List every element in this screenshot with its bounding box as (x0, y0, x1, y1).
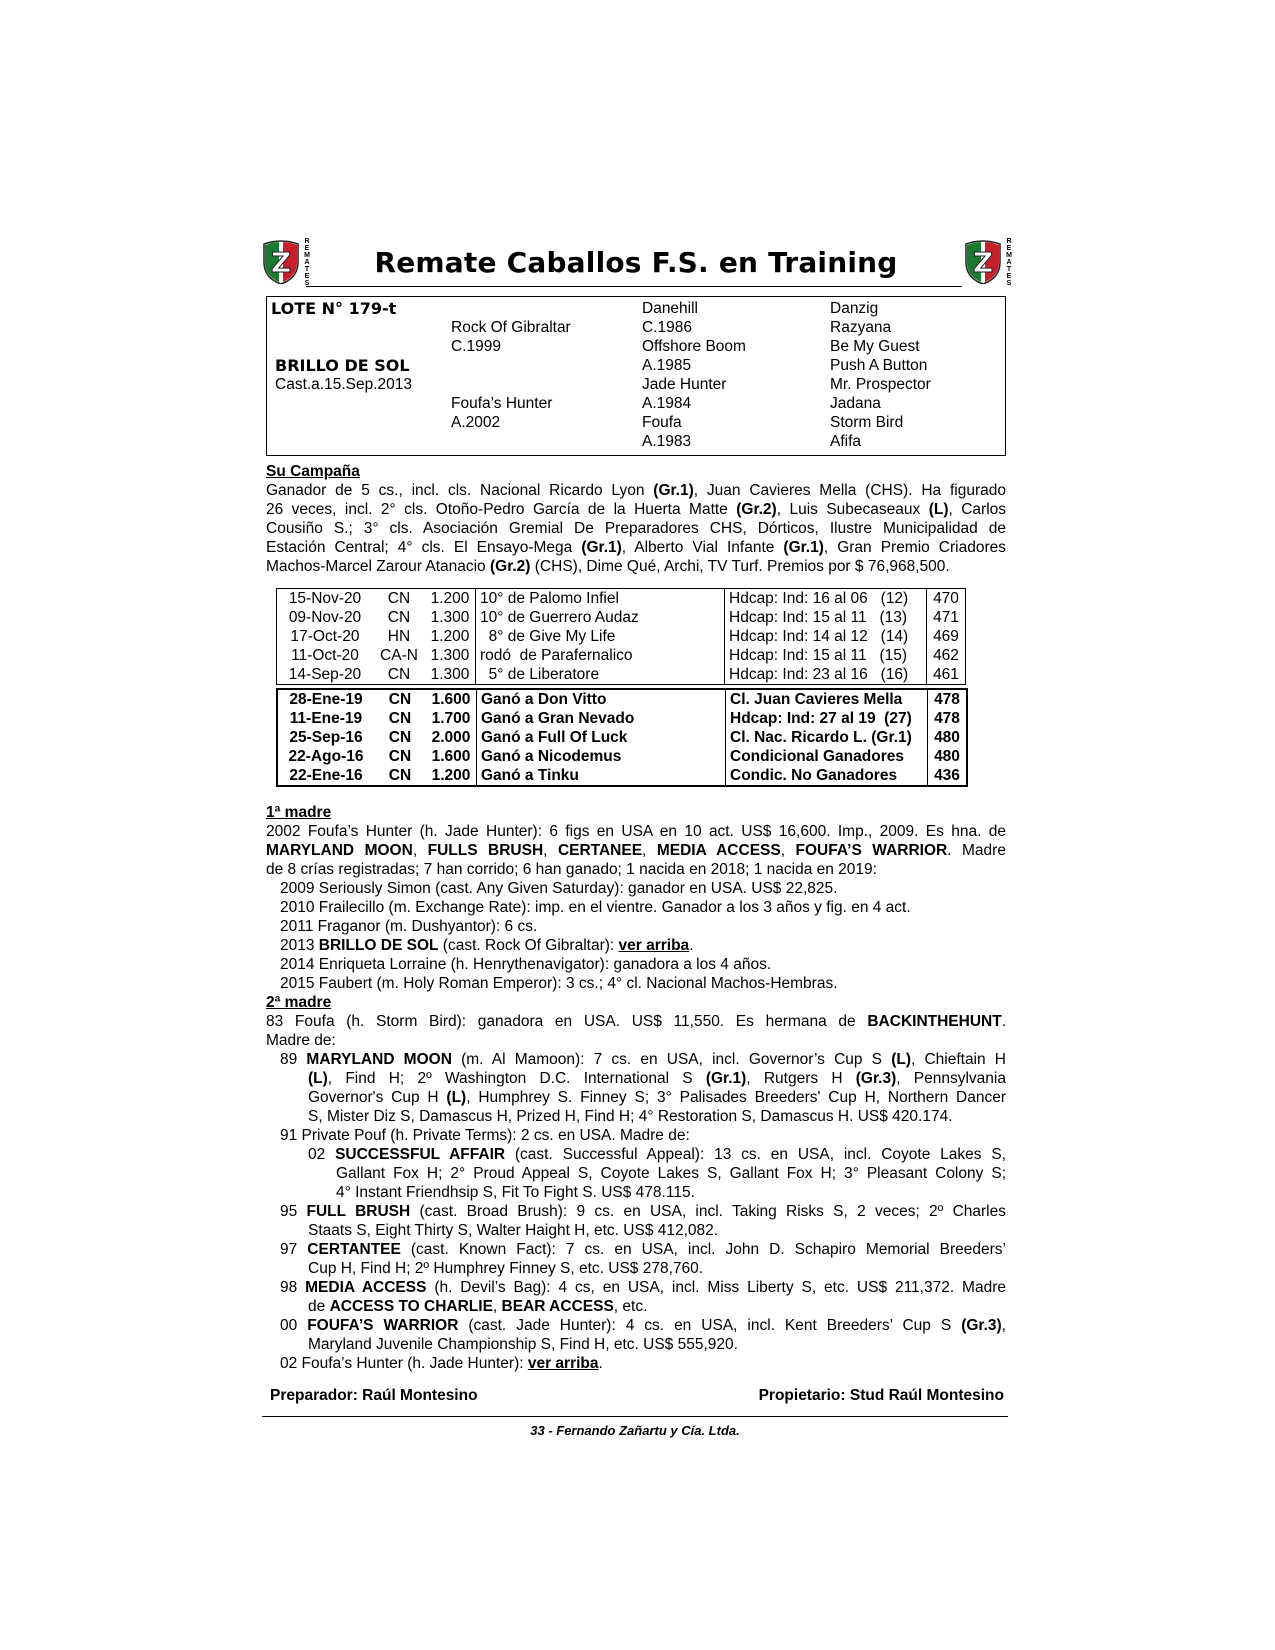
race-row (277, 589, 966, 609)
pedigree-col3: A.1985 (642, 357, 692, 374)
pedigree-col4: Push A Button (830, 357, 928, 374)
race-track: CN (387, 665, 411, 683)
second-dam-line: Madre de: (266, 1032, 336, 1049)
pedigree-col4: Afifa (830, 433, 862, 450)
race-type: Hdcap: Ind: 16 al 06 (12) (725, 589, 927, 609)
race-row (277, 646, 966, 665)
race-distance: 1.200 (426, 766, 477, 786)
race-distance: 1.300 (425, 665, 476, 685)
race-result: 10° de Guerrero Audaz (476, 608, 725, 627)
second-dam-line: 83 Foufa (h. Storm Bird): ganadora en USA. US$ 11,550. Es hermana de BACKINTHEHUNT. (266, 1013, 1006, 1030)
offspring-item: 2015 Faubert (m. Holy Roman Emperor): 3 cs.; 4° cl. Nacional Machos-Hembras. (280, 975, 838, 992)
race-date: 09-Nov-20 (288, 608, 362, 626)
pedigree-col4: Danzig (830, 300, 879, 317)
progeny-line: 00 FOUFA’S WARRIOR (cast. Jade Hunter): 4 cs. en USA, incl. Kent Breeders’ Cup S (Gr.3), (280, 1317, 1006, 1334)
dam-info: A.2002 (451, 414, 501, 431)
pedigree-col4: Razyana (830, 319, 892, 336)
race-result: Ganó a Don Vitto (477, 689, 726, 709)
race-weight: 480 (928, 747, 968, 766)
race-row (277, 747, 967, 766)
race-row (277, 766, 967, 786)
pedigree-col3: A.1983 (642, 433, 692, 450)
pedigree-col4: Jadana (830, 395, 881, 412)
race-type: Cl. Juan Cavieres Mella (726, 689, 928, 709)
offspring-item: 2014 Enriqueta Lorraine (h. Henrythenavigator): ganadora a los 4 años. (280, 956, 772, 973)
pedigree-col3: Offshore Boom (642, 338, 746, 355)
horse-name: BRILLO DE SOL (275, 356, 410, 375)
first-dam-line: MARYLAND MOON, FULLS BRUSH, CERTANEE, MEDIA ACCESS, FOUFA’S WARRIOR. Madre (266, 842, 1006, 859)
race-date: 14-Sep-20 (288, 665, 362, 683)
race-weight: 470 (927, 589, 966, 609)
campaign-line: Cousiño S.; 3° cls. Asociación Gremial De Preparadores CHS, Dórticos, Ilustre Municipalidad de (266, 520, 1006, 537)
race-result: 5° de Liberatore (476, 665, 725, 685)
progeny-line: S, Mister Diz S, Damascus H, Prized H, Find H; 4° Restoration S, Damascus H. US$ 420.174. (308, 1108, 953, 1125)
progeny-line: (L), Find H; 2º Washington D.C. International S (Gr.1), Rutgers H (Gr.3), Pennsylvania (308, 1070, 1006, 1087)
race-weight: 480 (928, 728, 968, 747)
progeny-line: 4° Instant Friendhsip S, Fit To Fight S. US$ 478.115. (336, 1184, 695, 1201)
race-type: Hdcap: Ind: 14 al 12 (14) (725, 627, 927, 646)
race-distance: 2.000 (426, 728, 477, 747)
campaign-line: Estación Central; 4° cls. El Ensayo-Mega (Gr.1), Alberto Vial Infante (Gr.1), Gran Premio Criadores (266, 539, 1006, 556)
pedigree-col4: Storm Bird (830, 414, 904, 431)
race-date: 11-Ene-19 (289, 709, 363, 727)
progeny-line: 97 CERTANTEE (cast. Known Fact): 7 cs. en USA, incl. John D. Schapiro Memorial Breeders’ (280, 1241, 1006, 1258)
race-track: CN (388, 747, 412, 765)
first-dam-heading: 1ª madre (266, 804, 332, 821)
race-date: 15-Nov-20 (288, 589, 362, 607)
race-row (277, 709, 967, 728)
race-track: CN (388, 690, 412, 708)
pedigree-col3: A.1984 (642, 395, 692, 412)
race-row (277, 665, 966, 685)
progeny-line: Governor's Cup H (L), Humphrey S. Finney S; 3° Palisades Breeders' Cup H, Northern Dancer (308, 1089, 1006, 1106)
page-footer: 33 - Fernando Zañartu y Cía. Ltda. (530, 1423, 740, 1438)
ver-arriba-link: ver arriba (527, 1355, 599, 1372)
race-row (277, 689, 967, 709)
title-rule (306, 286, 962, 287)
offspring-item: 2010 Frailecillo (m. Exchange Rate): imp. en el vientre. Ganador a los 3 años y fig. en 4 act. (280, 899, 911, 916)
race-distance: 1.300 (425, 608, 476, 627)
sire-info: C.1999 (451, 338, 501, 355)
race-track: CN (387, 608, 411, 626)
pedigree-box (266, 296, 1006, 456)
race-weight: 469 (927, 627, 966, 646)
offspring-item: 2009 Seriously Simon (cast. Any Given Saturday): ganador en USA. US$ 22,825. (280, 880, 838, 897)
race-row (277, 627, 966, 646)
pedigree-col4: Be My Guest (830, 338, 920, 355)
svg-text:Z: Z (972, 246, 994, 279)
race-type: Hdcap: Ind: 27 al 19 (27) (726, 709, 928, 728)
race-result: Ganó a Gran Nevado (477, 709, 726, 728)
progeny-line: 95 FULL BRUSH (cast. Broad Brush): 9 cs. en USA, incl. Taking Risks S, 2 veces; 2º Charles (280, 1203, 1006, 1220)
campaign-line: Machos-Marcel Zarour Atanacio (Gr.2) (CHS), Dime Qué, Archi, TV Turf. Premios por $ 76,968,500. (266, 558, 950, 575)
race-date: 11-Oct-20 (291, 646, 359, 664)
race-result: Ganó a Full Of Luck (477, 728, 726, 747)
progeny-line: de ACCESS TO CHARLIE, BEAR ACCESS, etc. (308, 1298, 648, 1315)
race-weight: 462 (927, 646, 966, 665)
race-distance: 1.300 (425, 646, 476, 665)
sire-name: Rock Of Gibraltar (451, 319, 571, 336)
race-type: Condic. No Ganadores (726, 766, 928, 786)
progeny-line: 02 Foufa’s Hunter (h. Jade Hunter): ver arriba. (280, 1355, 603, 1372)
lot-number: LOTE N° 179-t (271, 299, 397, 318)
race-weight: 436 (928, 766, 968, 786)
progeny-line: Cup H, Find H; 2º Humphrey Finney S, etc. US$ 278,760. (308, 1260, 704, 1277)
logo-side-text: R E M A T E S (1006, 238, 1012, 287)
page-title: Remate Caballos F.S. en Training (374, 246, 898, 279)
race-date: 28-Ene-19 (289, 690, 363, 708)
pedigree-col3: Jade Hunter (642, 376, 727, 393)
race-distance: 1.200 (425, 589, 476, 609)
race-date: 22-Ago-16 (288, 747, 364, 765)
owner-label: Propietario: Stud Raúl Montesino (758, 1387, 1004, 1404)
pedigree-col4: Mr. Prospector (830, 376, 931, 393)
offspring-item: 2011 Fraganor (m. Dushyantor): 6 cs. (280, 918, 538, 935)
race-date: 22-Ene-16 (289, 766, 363, 784)
pedigree-col3: C.1986 (642, 319, 692, 336)
race-weight: 471 (927, 608, 966, 627)
recent-races-table (276, 588, 966, 685)
race-distance: 1.200 (425, 627, 476, 646)
race-result: Ganó a Nicodemus (477, 747, 726, 766)
race-weight: 461 (927, 665, 966, 685)
progeny-line: 98 MEDIA ACCESS (h. Devil’s Bag): 4 cs, en USA, incl. Miss Liberty S, etc. US$ 211,372. Madre (280, 1279, 1006, 1296)
race-type: Condicional Ganadores (726, 747, 928, 766)
first-dam-line: de 8 crías registradas; 7 han corrido; 6 han ganado; 1 nacida en 2018; 1 nacida en 2019: (266, 861, 877, 878)
svg-text:Z: Z (270, 246, 292, 279)
pedigree-col3: Danehill (642, 300, 699, 317)
race-distance: 1.600 (426, 689, 477, 709)
trainer-label: Preparador: Raúl Montesino (270, 1387, 478, 1404)
progeny-line: 89 MARYLAND MOON (m. Al Mamoon): 7 cs. en USA, incl. Governor’s Cup S (L), Chieftain H (280, 1051, 1006, 1068)
race-date: 17-Oct-20 (290, 627, 360, 645)
race-result: 8° de Give My Life (476, 627, 725, 646)
race-track: CN (388, 728, 412, 746)
race-track: HN (387, 627, 411, 645)
footer-rule (262, 1416, 1008, 1417)
race-distance: 1.700 (426, 709, 477, 728)
race-distance: 1.600 (426, 747, 477, 766)
race-type: Hdcap: Ind: 15 al 11 (13) (725, 608, 927, 627)
race-result: rodó de Parafernalico (476, 646, 725, 665)
dam-name: Foufa’s Hunter (451, 395, 553, 412)
race-row (277, 728, 967, 747)
campaign-line: Ganador de 5 cs., incl. cls. Nacional Ricardo Lyon (Gr.1), Juan Cavieres Mella (CHS). Ha figurado (266, 482, 1007, 499)
pedigree-col3: Foufa (642, 414, 682, 431)
race-result: 10° de Palomo Infiel (476, 589, 725, 609)
logo-side-text: R E M A T E S (304, 238, 310, 287)
remates-logo-icon (262, 240, 300, 284)
offspring-item: 2013 BRILLO DE SOL (cast. Rock Of Gibraltar): ver arriba. (280, 937, 694, 954)
race-type: Cl. Nac. Ricardo L. (Gr.1) (726, 728, 928, 747)
race-type: Hdcap: Ind: 23 al 16 (16) (725, 665, 927, 685)
campaign-line: 26 veces, incl. 2° cls. Otoño-Pedro García de la Huerta Matte (Gr.2), Luis Subecaseaux (L), Carlos (266, 501, 1007, 518)
race-result: Ganó a Tinku (477, 766, 726, 786)
first-dam-line: 2002 Foufa’s Hunter (h. Jade Hunter): 6 figs en USA en 10 act. US$ 16,600. Imp., 2009. Es hna. de (266, 823, 1006, 840)
race-date: 25-Sep-16 (289, 728, 363, 746)
ver-arriba-link: ver arriba (618, 937, 690, 954)
progeny-line: 02 SUCCESSFUL AFFAIR (cast. Successful Appeal): 13 cs. en USA, incl. Coyote Lakes S, (308, 1146, 1006, 1163)
campaign-heading: Su Campaña (266, 463, 360, 480)
progeny-line: Staats S, Eight Thirty S, Walter Haight H, etc. US$ 412,082. (308, 1222, 719, 1239)
race-track: CA-N (380, 646, 418, 664)
race-track: CN (388, 766, 412, 784)
wins-table (276, 688, 968, 787)
race-track: CN (387, 589, 411, 607)
progeny-line: 91 Private Pouf (h. Private Terms): 2 cs. en USA. Madre de: (280, 1127, 690, 1144)
progeny-line: Gallant Fox H; 2° Proud Appeal S, Coyote Lakes S, Gallant Fox H; 3° Pleasant Colony S; (336, 1165, 1006, 1182)
race-type: Hdcap: Ind: 15 al 11 (15) (725, 646, 927, 665)
race-row (277, 608, 966, 627)
race-weight: 478 (928, 709, 968, 728)
horse-info: Cast.a.15.Sep.2013 (275, 376, 413, 393)
race-track: CN (388, 709, 412, 727)
second-dam-heading: 2ª madre (266, 994, 332, 1011)
race-weight: 478 (928, 689, 968, 709)
progeny-line: Maryland Juvenile Championship S, Find H, etc. US$ 555,920. (308, 1336, 738, 1353)
